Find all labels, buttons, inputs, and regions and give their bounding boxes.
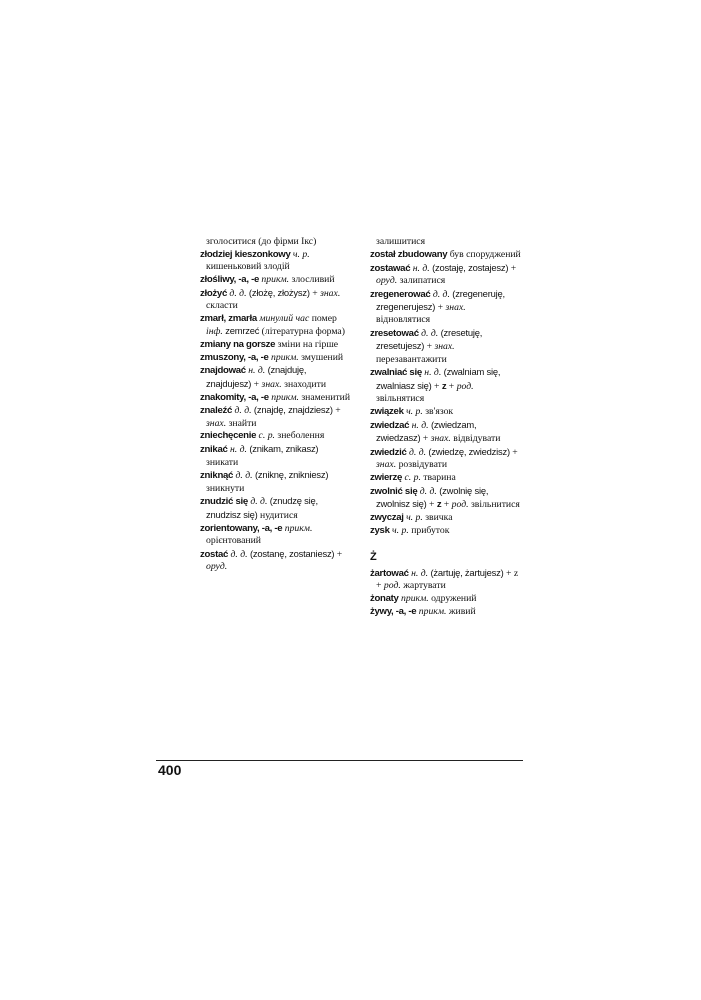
translation: + z + [376,568,519,592]
page-number: 400 [158,762,182,778]
translation: + [508,262,517,274]
polish-forms: (złożę, złożysz) [246,286,310,298]
translation: перезавантажити [376,353,447,365]
headword: znakomity, -a, -e [200,391,269,403]
grammar-label: д. д. [228,548,248,560]
dictionary-entry [200,274,352,286]
translation: + [441,498,452,510]
dictionary-entry [200,548,352,574]
dictionary-entry [200,287,352,313]
dictionary-entry [200,430,352,442]
grammar-label: н. д. [227,444,247,456]
translation: + [424,341,435,353]
grammar-label: род. [383,580,401,592]
headword: zresetować [370,328,419,340]
grammar-label: прикм. [416,606,447,618]
dictionary-entry [370,485,522,512]
grammar-label: знах. [206,417,227,429]
headword: z [441,380,447,392]
polish-forms: (żartuję, żartujesz) [428,567,504,579]
headword: zmiany na gorsze [200,338,276,350]
dictionary-entry [370,606,522,618]
dictionary-entry [200,364,352,391]
headword: zniechęcenie [200,430,257,442]
grammar-label: ч. р. [389,524,409,536]
dictionary-entry [200,339,352,351]
headword: zwyczaj [370,511,404,523]
translation: знеболення [274,430,325,442]
grammar-label: д. д. [227,287,247,299]
translation: + [446,380,457,392]
dictionary-entry [370,366,522,405]
translation: був споруджений [447,248,521,260]
grammar-label: д. д. [406,446,427,458]
polish-forms: (zwiedzę, zwiedzisz) [426,445,510,457]
translation: тварина [420,471,456,483]
translation: звільнятися [376,393,425,405]
polish-forms: (zresetuję, zresetujesz) [376,327,483,352]
translation: + [435,301,446,313]
grammar-label: н. д. [245,365,266,377]
headword: zostać [200,548,229,560]
polish-forms: (znudzę się, znudzisz się) [206,495,318,520]
dictionary-entry [370,236,522,248]
headword: zniknąć [200,470,234,482]
grammar-label: прикм. [268,391,299,403]
grammar-label: ч. р. [290,248,310,260]
grammar-label: знах. [430,432,451,444]
grammar-label: н. д. [421,367,442,379]
footer-rule [156,760,523,761]
grammar-label: род. [451,498,469,510]
grammar-label: минулий час [256,312,310,324]
grammar-label: інф. [206,326,223,338]
grammar-label: оруд. [206,560,228,572]
translation: звільнитися [468,498,520,510]
translation: скласти [206,299,238,311]
dictionary-column-left [200,236,352,574]
grammar-label: д. д. [430,288,450,300]
translation: + [509,446,518,458]
grammar-label: знах. [376,459,397,471]
grammar-label: прикм. [398,593,429,605]
translation: залипатися [397,274,446,286]
grammar-label: с. р. [402,471,421,483]
dictionary-entry [370,593,522,605]
translation: знайти [226,417,257,429]
dictionary-entry [200,495,352,522]
headword: zregenerować [370,288,431,300]
translation: (літературна форма) [259,326,345,338]
translation: залишитися [376,236,426,247]
translation: зміни на гірше [275,338,339,350]
headword: zwiedzić [370,446,407,458]
translation: розвідувати [396,459,448,471]
dictionary-column-right [370,236,522,619]
polish-forms: (zostaję, zostajesz) [429,261,509,273]
translation: прибуток [408,524,450,536]
translation: орієнтований [206,534,261,546]
polish-forms: (zwalniam się, zwalniasz się) [376,366,501,391]
grammar-label: ч. р. [403,405,423,417]
grammar-label: с. р. [256,430,275,442]
headword: zmuszony, -a, -e [200,351,269,363]
translation: зникати [206,456,239,468]
headword: zostawać [370,262,411,274]
headword: żonaty [370,593,399,605]
dictionary-entry [200,313,352,339]
headword: związek [370,405,404,417]
translation: кишеньковий злодій [206,261,290,273]
headword: złośliwy, -a, -e [200,273,259,285]
polish-forms: (znajduję, znajdujesz) [206,364,307,389]
headword: z [436,498,442,510]
translation: зникнути [206,482,245,494]
grammar-label: прикм. [259,273,290,285]
grammar-label: знах. [445,301,466,313]
dictionary-entry [200,523,352,548]
translation: помер [309,312,337,324]
headword: zwierzę [370,471,403,483]
dictionary-entry [370,262,522,288]
headword: zwiedzać [370,419,410,431]
translation: + [431,380,442,392]
grammar-label: знах. [320,287,341,299]
polish-forms: (zniknę, znikniesz) [252,469,329,481]
translation: змушений [298,351,344,363]
dictionary-entry [200,352,352,364]
grammar-label: д. д. [417,485,437,497]
headword: znikać [200,444,228,456]
dictionary-entry [370,327,522,366]
translation: відновлятися [376,314,431,326]
translation: живий [446,606,476,618]
grammar-label: н. д. [410,262,430,274]
headword: złożyć [200,287,227,299]
grammar-label: оруд. [376,274,398,286]
section-letter: Ż [370,550,377,563]
polish-forms: (zwolnię się, zwolnisz się) [376,484,489,509]
grammar-label: н. д. [409,419,429,431]
grammar-label: прикм. [282,522,313,534]
headword: złodziej kieszonkowy [200,248,291,260]
dictionary-entry [200,443,352,469]
translation: жартувати [400,580,446,592]
translation: зв'язок [422,405,454,417]
grammar-label: д. д. [247,496,268,508]
polish-forms: zemrzeć [222,325,260,337]
headword: zmarł, zmarła [200,312,257,324]
headword: zorientowany, -a, -e [200,522,283,534]
grammar-label: прикм. [268,351,299,363]
grammar-label: знах. [434,341,455,353]
dictionary-entry [370,512,522,524]
headword: zwolnić się [370,485,418,497]
headword: żywy, -a, -e [370,606,417,618]
grammar-label: д. д. [233,470,253,482]
grammar-label: ч. р. [403,511,423,523]
translation: + [332,405,341,417]
polish-forms: (znajdę, znajdziesz) [251,404,333,416]
translation: злосливий [289,273,335,285]
dictionary-entry [370,288,522,327]
headword: zwalniać się [370,367,422,379]
dictionary-entry [370,472,522,484]
dictionary-entry [370,446,522,472]
dictionary-entry [370,249,522,261]
grammar-label: д. д. [232,405,252,417]
translation: + [334,548,343,560]
translation: + [420,432,431,444]
dictionary-entry [370,419,522,446]
headword: znudzić się [200,496,248,508]
headword: znaleźć [200,405,233,417]
translation: зголоситися (до фірми Ікс) [206,236,317,247]
dictionary-entry [200,249,352,274]
headword: zysk [370,524,390,536]
headword: został zbudowany [370,248,448,260]
dictionary-entry [200,469,352,495]
dictionary-entry [200,392,352,404]
translation: + [426,498,437,510]
translation: знаходити [281,378,327,390]
headword: żartować [370,568,409,580]
dictionary-entry [200,236,352,248]
dictionary-entry [200,404,352,430]
dictionary-entry [370,525,522,537]
translation: звичка [422,511,453,523]
polish-forms: (zwiedzam, zwiedzasz) [376,418,477,443]
dictionary-entry [370,567,522,593]
translation: одружений [428,593,477,605]
polish-forms: (zregeneruję, zregenerujesz) [376,287,505,312]
headword: znajdować [200,365,246,377]
grammar-label: знах. [261,378,282,390]
grammar-label: род. [456,380,474,392]
translation: нудитися [257,509,298,521]
dictionary-entry [370,406,522,418]
polish-forms: (zostanę, zostaniesz) [247,547,335,559]
polish-forms: (znikam, znikasz) [246,443,319,455]
translation: + [309,287,321,299]
grammar-label: д. д. [418,328,439,340]
grammar-label: н. д. [408,568,429,580]
translation: + [251,378,262,390]
translation: відвідувати [450,432,501,444]
translation: знаменитий [298,391,351,403]
